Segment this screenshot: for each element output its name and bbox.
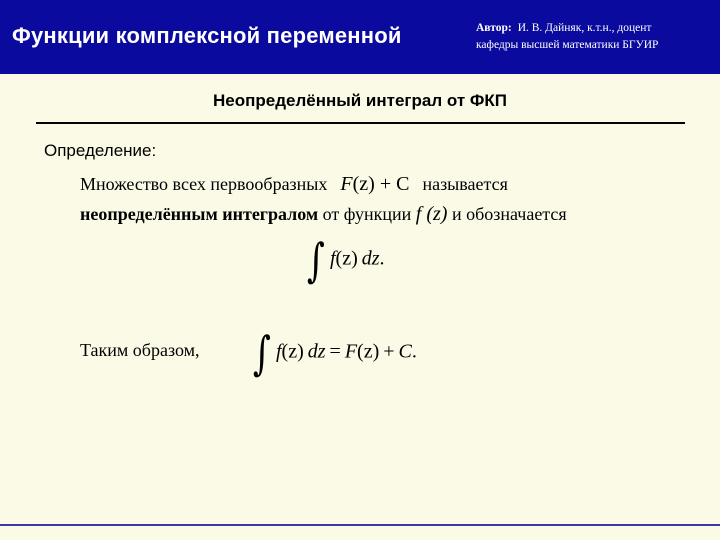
math-f-z: f (z)	[415, 203, 448, 225]
integral-sign: ∫	[306, 233, 325, 287]
formula2-dz: dz	[307, 340, 326, 363]
course-title: Функции комплексной переменной	[12, 23, 402, 48]
math-F-args: (z) + C	[352, 173, 410, 195]
term-bold: неопределённым интегралом	[80, 204, 319, 224]
integral-equation	[250, 326, 417, 380]
math-F: F	[340, 173, 353, 195]
line2-middle: от функции	[322, 204, 412, 224]
definition-line-1	[80, 173, 508, 196]
line1-suffix: называется	[422, 174, 508, 194]
title-divider	[36, 122, 685, 124]
formula2-C: C	[398, 340, 412, 363]
formula2-plus: +	[383, 340, 395, 363]
formula2-arg2: (z)	[357, 340, 380, 363]
formula1-period: .	[379, 247, 385, 270]
definition-label: Определение:	[44, 141, 157, 160]
line1-prefix: Множество всех первообразных	[80, 174, 328, 194]
author-info	[476, 20, 716, 54]
formula2-equals: =	[329, 340, 341, 363]
integral-sign: ∫	[252, 326, 271, 380]
thus-label: Таким образом,	[80, 340, 200, 360]
slide-title: Неопределённый интеграл от ФКП	[212, 91, 507, 110]
definition-line-2	[80, 203, 567, 226]
formula1-dz: dz	[361, 247, 380, 270]
header-bar	[0, 0, 720, 74]
formula2-arg1: (z)	[281, 340, 304, 363]
formula2-period: .	[411, 340, 417, 363]
author-line-2: кафедры высшей математики БГУИР	[476, 39, 659, 51]
formula1-arg: (z)	[335, 247, 358, 270]
author-label: Автор:	[476, 22, 512, 34]
formula2-F: F	[344, 340, 358, 363]
formula2-f: f	[275, 340, 282, 363]
author-line-1: И. В. Дайняк, к.т.н., доцент	[517, 22, 652, 34]
line2-suffix: и обозначается	[451, 204, 567, 224]
integral-notation	[304, 233, 385, 287]
formula1-f: f	[329, 247, 336, 270]
footer-divider	[0, 524, 720, 526]
